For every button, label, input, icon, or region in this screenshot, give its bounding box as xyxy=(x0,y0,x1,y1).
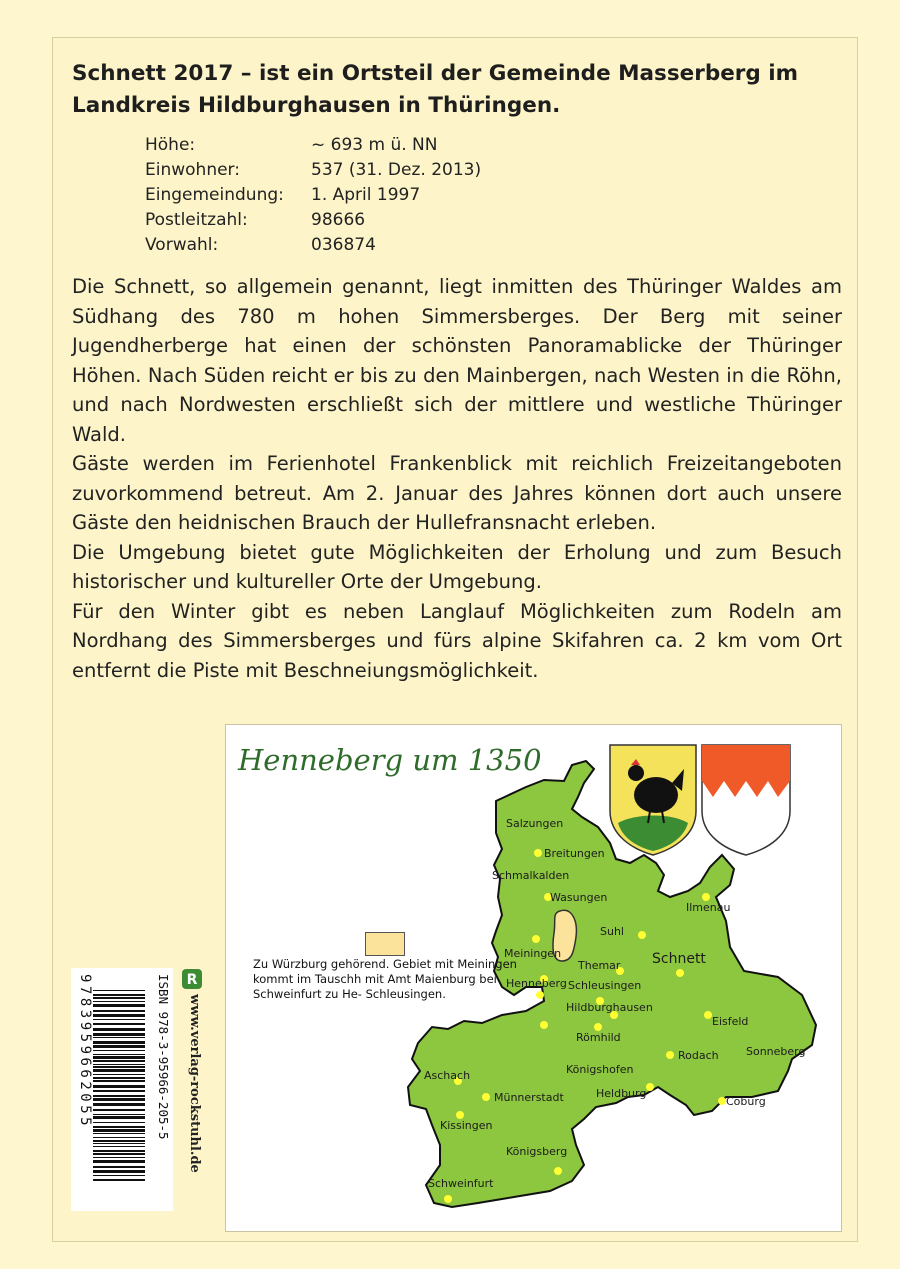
town-dot xyxy=(646,1083,654,1091)
place-label-ilmenau: Ilmenau xyxy=(686,901,731,914)
town-dot xyxy=(638,931,646,939)
barcode-bar xyxy=(93,1170,145,1173)
fact-value: 98666 xyxy=(311,210,366,230)
franconian-rake-coat-of-arms xyxy=(702,745,790,855)
barcode-bar xyxy=(93,1126,145,1128)
barcode-bar xyxy=(93,1069,145,1072)
barcode-bar xyxy=(93,1114,145,1115)
facts-table xyxy=(145,133,481,258)
barcode-bar xyxy=(93,1033,145,1036)
place-label-heldburg: Heldburg xyxy=(596,1087,647,1100)
barcode-bar xyxy=(93,1019,145,1020)
publisher-logo-icon xyxy=(181,968,203,990)
barcode-bar xyxy=(93,1056,145,1059)
town-dot xyxy=(704,1011,712,1019)
headline: Schnett 2017 – ist ein Ortsteil der Gemeinde Masserberg im Landkreis Hildburghausen in Thüringen. xyxy=(72,61,799,118)
place-label-wasungen: Wasungen xyxy=(550,891,608,904)
barcode-bar xyxy=(93,1023,145,1025)
barcode-bar xyxy=(93,1085,145,1088)
legend-swatch xyxy=(365,932,405,956)
barcode-bar xyxy=(93,1160,145,1163)
barcode-bar xyxy=(93,1109,145,1111)
barcode-bar xyxy=(93,1122,145,1123)
barcode-bar xyxy=(93,1077,145,1079)
fact-row-height xyxy=(145,133,481,158)
barcode-bar xyxy=(93,1157,145,1158)
place-label-schleusingen: Schleusingen xyxy=(568,979,642,992)
barcode-bar xyxy=(93,1066,145,1068)
town-dot xyxy=(532,935,540,943)
town-dot xyxy=(534,849,542,857)
barcode-digits: 9783959662055 xyxy=(77,974,93,1130)
barcode-bar xyxy=(93,1095,145,1097)
barcode-bar xyxy=(93,1143,145,1144)
place-label-salzungen: Salzungen xyxy=(506,817,564,830)
place-label-roemhild: Römhild xyxy=(576,1031,621,1044)
barcode-bar xyxy=(93,1014,145,1017)
publisher-logo-letter: R xyxy=(186,972,198,988)
barcode-bar xyxy=(93,1010,145,1012)
barcode-bar xyxy=(93,1153,145,1155)
town-dot xyxy=(594,1023,602,1031)
barcode-bar xyxy=(93,994,145,996)
barcode-bar xyxy=(93,1054,145,1055)
place-label-koenigsberg: Königsberg xyxy=(506,1145,568,1158)
barcode-bar xyxy=(93,1103,145,1106)
publisher-url[interactable]: www.verlag-rockstuhl.de xyxy=(187,994,202,1173)
barcode-bar xyxy=(93,1004,145,1007)
paragraph-location: Die Schnett, so allgemein genannt, liegt inmitten des Thüringer Waldes am Südhang des 780 m hohen Simmersberges. Der Berg mit seiner Jugendherberge hat einen der schönsten Panoramablicke der Thüringer Höhen. Nach Süden reicht er bis zu den Mainbergen, nach Westen in die Röhn, und nach Nordwesten erschließt sich der mittlere und westliche Thüringer Wald. xyxy=(72,275,842,446)
town-dot xyxy=(666,1051,674,1059)
barcode-bar xyxy=(93,1175,145,1176)
barcode-bar xyxy=(93,1041,145,1044)
fact-value: 1. April 1997 xyxy=(311,185,421,205)
place-label-coburg: Coburg xyxy=(726,1095,766,1108)
fact-value: ~ 693 m ü. NN xyxy=(311,135,438,155)
town-dot xyxy=(444,1195,452,1203)
barcode-bar xyxy=(93,1064,145,1065)
barcode-bar xyxy=(93,1137,145,1138)
place-label-breitungen: Breitungen xyxy=(544,847,605,860)
barcode-bar xyxy=(93,1050,145,1051)
place-label-schweinfurt: Schweinfurt xyxy=(428,1177,494,1190)
place-label-sonneberg: Sonneberg xyxy=(746,1045,806,1058)
barcode-bar xyxy=(93,1028,145,1031)
barcode-bar xyxy=(93,1133,145,1134)
barcode-bar xyxy=(93,1166,145,1168)
place-label-kissingen: Kissingen xyxy=(440,1119,493,1132)
fact-label: Höhe: xyxy=(145,135,196,155)
barcode-bar xyxy=(93,1146,145,1147)
fact-row-population xyxy=(145,158,481,183)
paragraph-surroundings: Die Umgebung bietet gute Möglichkeiten der Erholung und zum Besuch historischer und kultureller Orte der Umgebung. xyxy=(72,540,842,593)
isbn-barcode xyxy=(93,990,145,1195)
historical-map xyxy=(225,724,842,1232)
town-dot xyxy=(702,893,710,901)
barcode-bar xyxy=(93,1001,145,1002)
town-dot xyxy=(718,1097,726,1105)
barcode-bar xyxy=(93,1060,145,1062)
fact-row-dialcode xyxy=(145,233,481,258)
town-dot xyxy=(482,1093,490,1101)
description-text xyxy=(72,272,842,685)
place-label-themar: Themar xyxy=(578,959,621,972)
fact-row-postcode xyxy=(145,208,481,233)
place-label-eisfeld: Eisfeld xyxy=(712,1015,749,1028)
barcode-bar xyxy=(93,997,145,999)
fact-row-incorporation xyxy=(145,183,481,208)
fact-value: 036874 xyxy=(311,235,376,255)
town-dot xyxy=(540,1021,548,1029)
fact-label: Einwohner: xyxy=(145,160,240,180)
fact-label: Postleitzahl: xyxy=(145,210,248,230)
place-label-muennerstadt: Münnerstadt xyxy=(494,1091,564,1104)
place-label-schmalkalden: Schmalkalden xyxy=(492,869,570,882)
hen-coat-of-arms xyxy=(610,745,696,855)
town-dot xyxy=(676,969,684,977)
town-dot xyxy=(456,1111,464,1119)
place-label-meiningen: Meiningen xyxy=(504,947,562,960)
barcode-bar xyxy=(93,1116,145,1119)
barcode-bar xyxy=(93,990,145,991)
barcode-bar xyxy=(93,1179,145,1181)
place-label-aschach: Aschach xyxy=(424,1069,471,1082)
place-label-schnett: Schnett xyxy=(652,951,706,967)
fact-value: 537 (31. Dez. 2013) xyxy=(311,160,482,180)
barcode-bar xyxy=(93,1045,145,1048)
isbn-text: ISBN 978-3-95966-205-5 xyxy=(156,974,171,1140)
barcode-bar xyxy=(93,1098,145,1101)
legend-text: Zu Würzburg gehörend. Gebiet mit Meiningen kommt im Tauschh mit Amt Maienburg bei Schweinfurt zu He- Schleusingen. xyxy=(253,957,517,1001)
paragraph-guests: Gäste werden im Ferienhotel Frankenblick mit reichlich Freizeitangeboten zuvorkommend betreut. Am 2. Januar des Jahres können dort auch unsere Gäste den heidnischen Brauch der Hullefransnacht erleben. xyxy=(72,452,842,534)
barcode-bar xyxy=(93,1150,145,1152)
barcode-bar xyxy=(93,1129,145,1132)
place-label-hildburghausen: Hildburghausen xyxy=(566,1001,653,1014)
place-label-henneberg: Henneberg xyxy=(506,977,567,990)
barcode-bar xyxy=(93,1080,145,1082)
place-label-suhl: Suhl xyxy=(600,925,624,938)
barcode-bar xyxy=(93,1140,145,1142)
barcode-bar xyxy=(93,1037,145,1038)
place-label-rodach: Rodach xyxy=(678,1049,719,1062)
barcode-bar xyxy=(93,1090,145,1092)
fact-label: Eingemeindung: xyxy=(145,185,284,205)
town-dot xyxy=(554,1167,562,1175)
fact-label: Vorwahl: xyxy=(145,235,219,255)
paragraph-winter: Für den Winter gibt es neben Langlauf Möglichkeiten zum Rodeln am Nordhang des Simmersberges und fürs alpine Skifahren ca. 2 km vom Ort entfernt die Piste mit Beschneiungsmöglichkeit. xyxy=(72,599,842,682)
barcode-bar xyxy=(93,1074,145,1075)
place-label-koenigshofen: Königshofen xyxy=(566,1063,634,1076)
map-title: Henneberg um 1350 xyxy=(238,743,542,777)
